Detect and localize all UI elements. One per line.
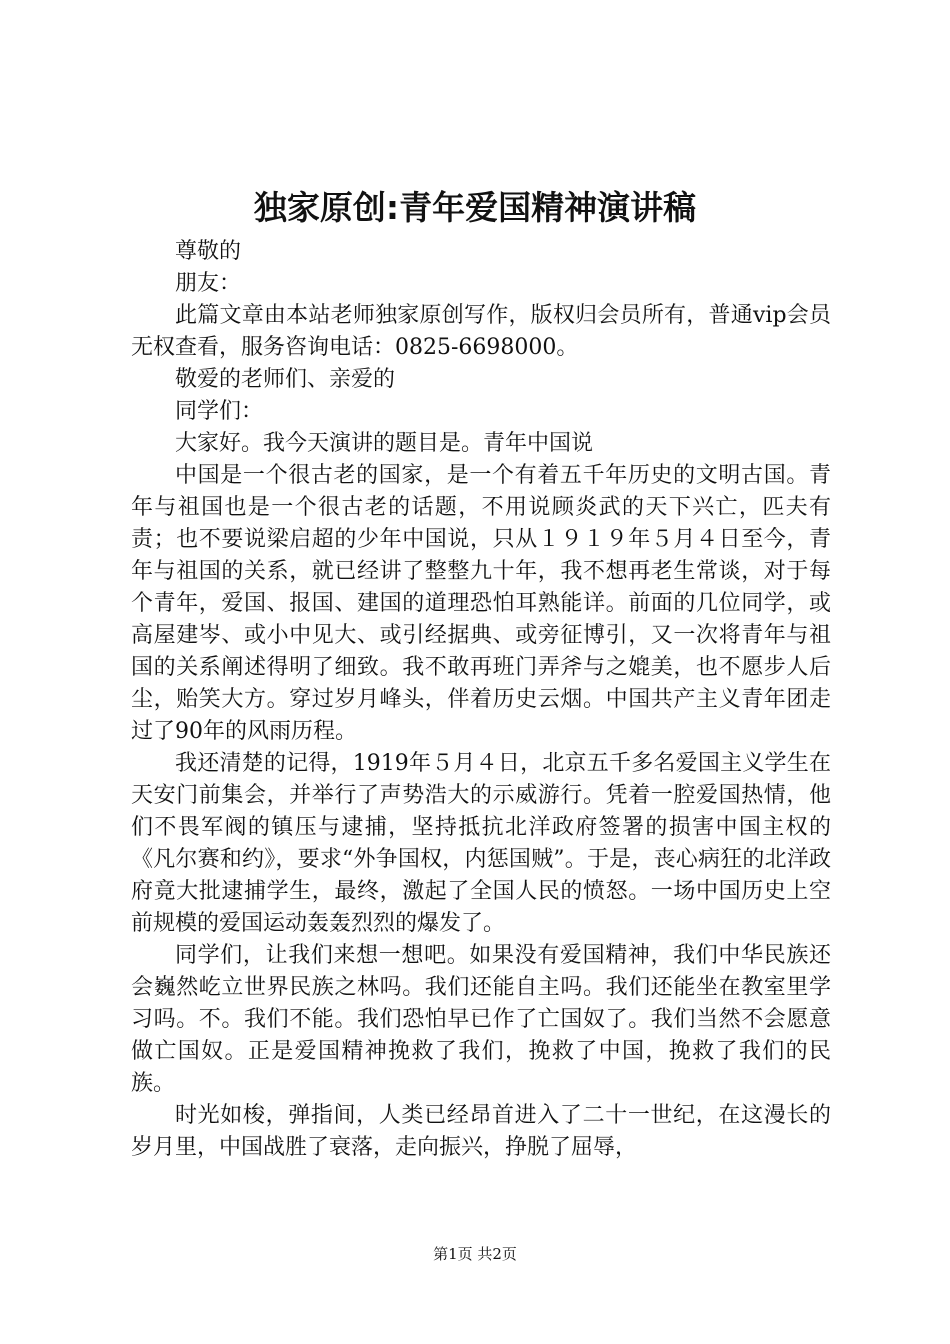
body-paragraph: 中国是一个很古老的国家，是一个有着五千年历史的文明古国。青年与祖国也是一个很古老的话题，不用说顾炎武的天下兴亡，匹夫有责；也不要说梁启超的少年中国说，只从１９１９年５月４日至今，青年与祖国的关系，就已经讲了整整九十年，我不想再老生常谈，对于每个青年，爱国、报国、建国的道理恐怕耳熟能详。前面的几位同学，或高屋建岑、或小中见大、或引经据典、或旁征博引，又一次将青年与祖国的关系阐述得明了细致。我不敢再班门弄斧与之媲美，也不愿步人后尘，贻笑大方。穿过岁月峰头，伴着历史云烟。中国共产主义青年团走过了90年的风雨历程。: [131, 463, 831, 744]
greeting-line-2: 同学们：: [175, 399, 264, 424]
body-paragraph: 我还清楚的记得，1919年５月４日，北京五千多名爱国主义学生在天安门前集会，并举行了声势浩大的示威游行。凭着一腔爱国热情，他们不畏军阀的镇压与逮捕，坚持抵抗北洋政府签署的损害中国主权的《凡尔赛和约》，要求“外争国权，内惩国贼”。于是，丧心病狂的北洋政府竟大批逮捕学生，最终，激起了全国人民的愤怒。一场中国历史上空前规模的爱国运动轰轰烈烈的爆发了。: [131, 751, 831, 936]
body-paragraph: 同学们，让我们来想一想吧。如果没有爱国精神，我们中华民族还会巍然屹立世界民族之林吗。我们还能自主吗。我们还能坐在教室里学习吗。不。我们不能。我们恐怕早已作了亡国奴了。我们当然不会愿意做亡国奴。正是爱国精神挽救了我们，挽救了中国，挽救了我们的民族。: [131, 943, 831, 1096]
copyright-notice: 此篇文章由本站老师独家原创写作，版权归会员所有，普通vip会员无权查看，服务咨询电话：0825-6698000。: [131, 303, 831, 360]
body-paragraph: 时光如梭，弹指间，人类已经昂首进入了二十一世纪，在这漫长的岁月里，中国战胜了衰落，走向振兴，挣脱了屈辱，: [131, 1103, 831, 1160]
document-body: [131, 236, 831, 1164]
salutation-line-1: 尊敬的: [175, 239, 242, 264]
page-number: 第1页 共2页: [433, 1245, 517, 1263]
salutation-line-2: 朋友：: [175, 271, 242, 296]
speech-intro: 大家好。我今天演讲的题目是。青年中国说: [175, 431, 594, 456]
document-title: 独家原创:青年爱国精神演讲稿: [253, 188, 697, 227]
greeting-line-1: 敬爱的老师们、亲爱的: [175, 367, 396, 392]
